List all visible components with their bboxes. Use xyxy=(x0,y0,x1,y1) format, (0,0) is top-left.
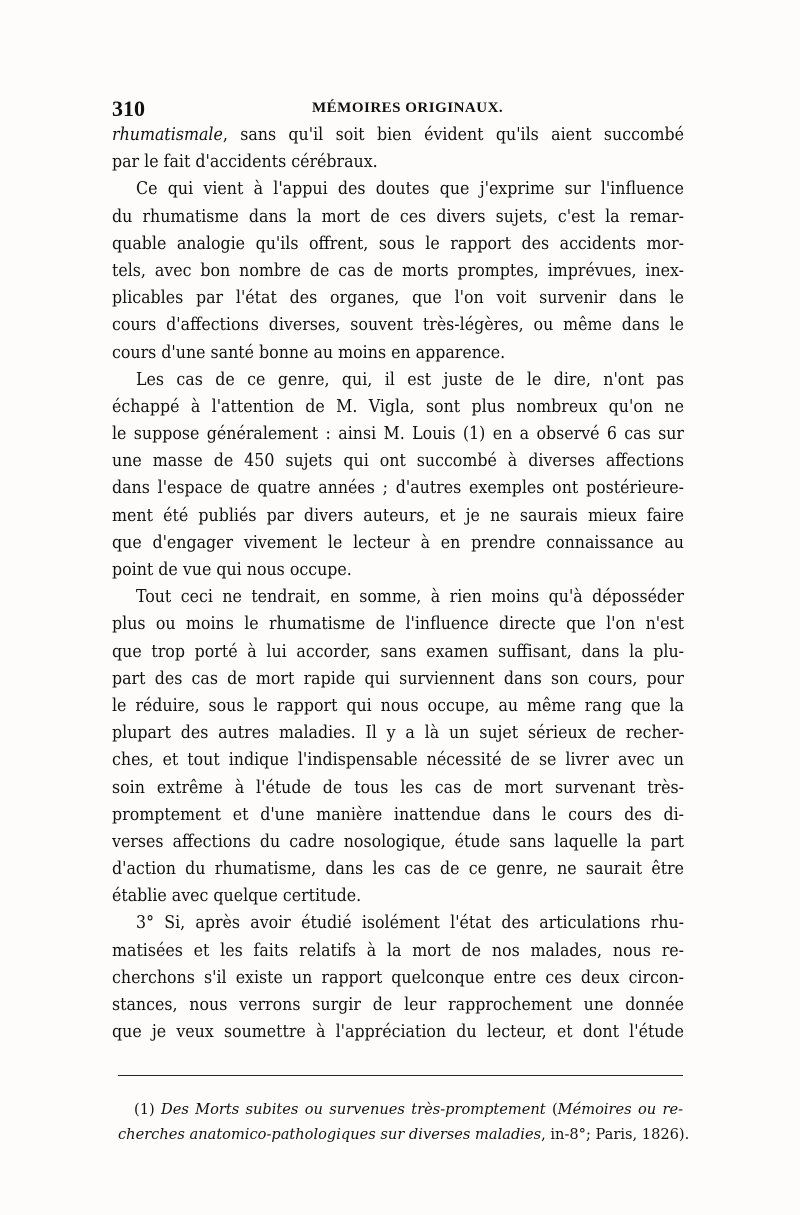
text-line: une masse de 450 sujets qui ont succombé à diverses affections xyxy=(112,451,684,472)
footnote-divider xyxy=(118,1075,683,1076)
footnote-imprint: , in-8°; Paris, 1826). xyxy=(541,1126,690,1143)
text-line: quable analogie qu'ils offrent, sous le rapport des accidents mor- xyxy=(112,233,684,254)
text-line: du rhumatisme dans la mort de ces divers sujets, c'est la remar- xyxy=(112,206,684,227)
paragraph-start-line: Ce qui vient à l'appui des doutes que j'exprime sur l'influence xyxy=(136,179,684,200)
text-line: plupart des autres maladies. Il y a là un sujet sérieux de recher- xyxy=(112,723,684,744)
text-line: cherchons s'il existe un rapport quelconque entre ces deux circon- xyxy=(112,967,684,988)
text-line: que d'engager vivement le lecteur à en prendre connaissance au xyxy=(112,532,684,553)
text-line: le réduire, sous le rapport qui nous occupe, au même rang que la xyxy=(112,695,684,716)
footnote-series-cont: cherches anatomico-pathologiques sur diverses maladies xyxy=(118,1126,542,1143)
paragraph-start-line: 3° Si, après avoir étudié isolément l'état des articulations rhu- xyxy=(136,913,684,934)
text-line: échappé à l'attention de M. Vigla, sont plus nombreux qu'on ne xyxy=(112,396,684,417)
text-line: ment été publiés par divers auteurs, et je ne saurais mieux faire xyxy=(112,505,684,526)
text-line: stances, nous verrons surgir de leur rapprochement une donnée xyxy=(112,995,684,1015)
text-line: que je veux soumettre à l'appréciation du lecteur, et dont l'étude xyxy=(112,1022,684,1043)
text-line: par le fait d'accidents cérébraux. xyxy=(112,152,378,173)
body-text xyxy=(112,122,684,1046)
text-line: d'action du rhumatisme, dans les cas de ce genre, ne saurait être xyxy=(112,859,684,880)
footnote xyxy=(118,1097,690,1147)
text-line: verses affections du cadre nosologique, étude sans laquelle la part xyxy=(112,831,684,852)
footnote-line xyxy=(118,1097,683,1122)
text-line: cours d'affections diverses, souvent très-légères, ou même dans le xyxy=(112,315,684,336)
text-line: ches, et tout indique l'indispensable nécessité de se livrer avec un xyxy=(112,750,684,771)
text-line: dans l'espace de quatre années ; d'autres exemples ont postérieure- xyxy=(112,478,684,499)
text-line: point de vue qui nous occupe. xyxy=(112,560,352,580)
text-line: soin extrême à l'étude de tous les cas de mort survenant très- xyxy=(112,777,684,798)
text-line: cours d'une santé bonne au moins en apparence. xyxy=(112,342,506,363)
text-line: établie avec quelque certitude. xyxy=(112,886,362,907)
footnote-marker: (1) xyxy=(134,1101,155,1118)
text-line: matisées et les faits relatifs à la mort de nos malades, nous re- xyxy=(112,940,684,961)
paragraph-start-line: Tout ceci ne tendrait, en somme, à rien moins qu'à déposséder xyxy=(136,587,684,608)
text-line xyxy=(112,122,684,149)
text-line: le suppose généralement : ainsi M. Louis (1) en a observé 6 cas sur xyxy=(112,424,684,445)
footnote-title: Des Morts subites ou survenues très-promptement xyxy=(161,1101,546,1118)
page-number: 310 xyxy=(112,96,145,121)
text-line: promptement et d'une manière inattendue dans le cours des di- xyxy=(112,804,684,825)
italic-word: rhumatismale xyxy=(112,125,223,145)
text-line: plicables par l'état des organes, que l'on voit survenir dans le xyxy=(112,288,684,309)
text-line: tels, avec bon nombre de cas de morts promptes, imprévues, inex- xyxy=(112,260,684,281)
text-line: plus ou moins le rhumatisme de l'influence directe que l'on n'est xyxy=(112,614,684,635)
running-title: MÉMOIRES ORIGINAUX. xyxy=(312,100,504,116)
footnote-paren: ( xyxy=(545,1101,558,1118)
line-text: , sans qu'il soit bien évident qu'ils aient succombé xyxy=(222,125,684,145)
text-line: part des cas de mort rapide qui surviennent dans son cours, pour xyxy=(112,668,684,689)
paragraph-start-line: Les cas de ce genre, qui, il est juste de le dire, n'ont pas xyxy=(136,369,684,390)
footnote-series: Mémoires ou re- xyxy=(557,1101,684,1118)
text-line: que trop porté à lui accorder, sans examen suffisant, dans la plu- xyxy=(112,641,684,662)
footnote-line xyxy=(118,1122,690,1147)
